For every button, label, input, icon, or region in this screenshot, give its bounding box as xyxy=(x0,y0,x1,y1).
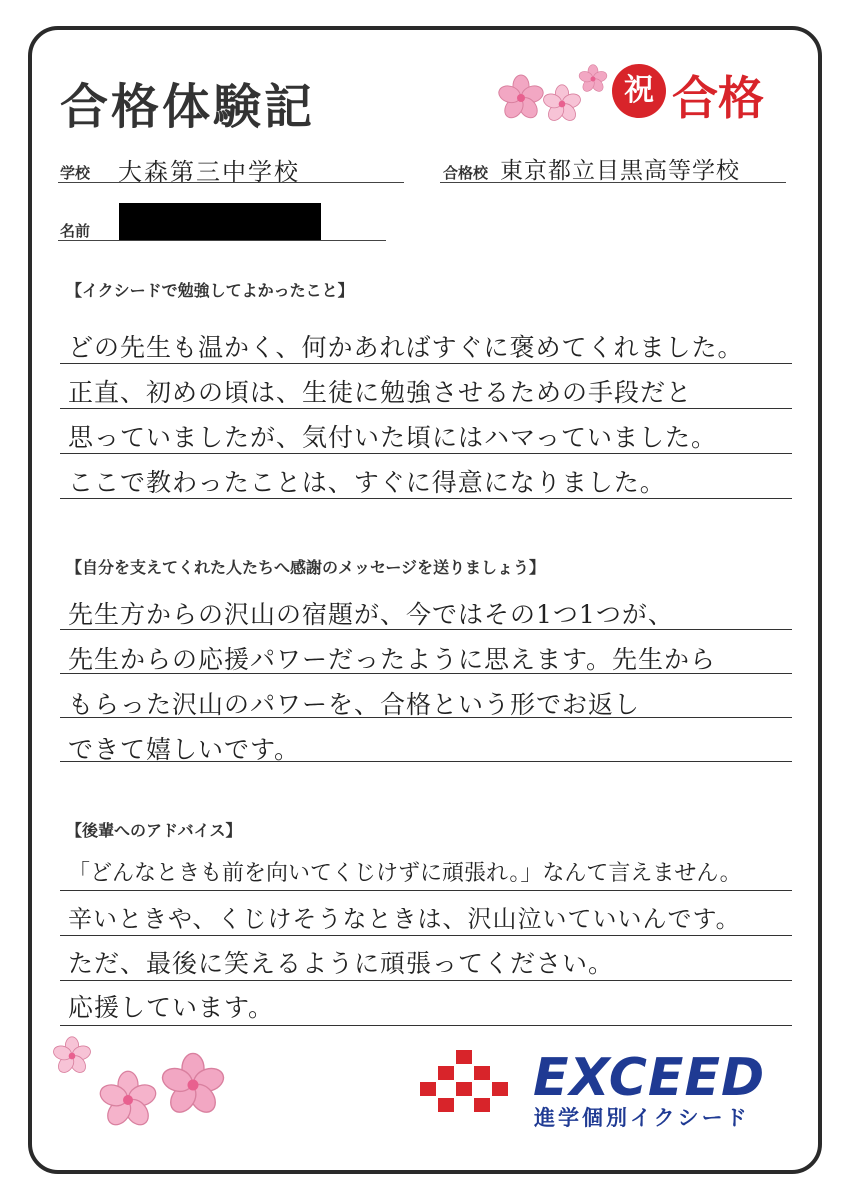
ruled-line xyxy=(60,673,792,674)
thanks-line: 先生からの応援パワーだったように思えます。先生から xyxy=(68,645,717,674)
ruled-line xyxy=(60,980,792,981)
advice-line: 「どんなときも前を向いてくじけずに頑張れ。」なんて言えません。 xyxy=(68,861,742,886)
good-points-line: 正直、初めの頃は、生徒に勉強させるための手段だと xyxy=(68,378,693,407)
advice-line: 辛いときや、くじけそうなときは、沢山泣いていいんです。 xyxy=(68,905,741,933)
ruled-line xyxy=(60,363,792,364)
page-title: 合格体験記 xyxy=(60,79,316,135)
section-heading-good-points: 【イクシードで勉強してよかったこと】 xyxy=(66,281,354,300)
ruled-line xyxy=(60,761,792,762)
passed-school-underline xyxy=(440,182,786,183)
good-points-line: どの先生も温かく、何かあればすぐに褒めてくれました。 xyxy=(68,333,744,362)
school-label: 学校 xyxy=(60,164,91,182)
school-value: 大森第三中学校 xyxy=(118,158,300,186)
cherry-blossom-icon xyxy=(98,1070,158,1130)
thanks-line: できて嬉しいです。 xyxy=(68,735,301,764)
cherry-blossom-icon xyxy=(52,1036,92,1076)
good-points-line: 思っていましたが、気付いた頃にはハマっていました。 xyxy=(68,423,718,452)
ruled-line xyxy=(60,408,792,409)
advice-line: ただ、最後に笑えるように頑張ってください。 xyxy=(68,949,615,978)
thanks-line: もらった沢山のパワーを、合格という形でお返し xyxy=(68,690,641,719)
name-underline xyxy=(58,240,386,241)
name-label: 名前 xyxy=(60,222,91,240)
brand-name: EXCEED xyxy=(533,1048,766,1108)
advice-line: 応援しています。 xyxy=(68,993,275,1022)
ruled-line xyxy=(60,717,792,718)
ruled-line xyxy=(60,453,792,454)
ruled-line xyxy=(60,890,792,891)
brand-subtitle: 進学個別イクシード xyxy=(534,1106,750,1130)
celebration-seal: 祝 xyxy=(612,64,666,118)
passed-school-label: 合格校 xyxy=(443,164,489,182)
ruled-line xyxy=(60,935,792,936)
ruled-line xyxy=(60,629,792,630)
badge-label: 合格 xyxy=(672,71,764,125)
good-points-line: ここで教わったことは、すぐに得意になりました。 xyxy=(68,468,666,497)
congrats-badge xyxy=(500,62,800,132)
section-heading-thanks: 【自分を支えてくれた人たちへ感謝のメッセージを送りましょう】 xyxy=(66,558,546,577)
cherry-blossom-icon xyxy=(160,1052,226,1118)
ruled-line xyxy=(60,498,792,499)
section-heading-advice: 【後輩へのアドバイス】 xyxy=(66,821,242,840)
exceed-logo-icon xyxy=(418,1048,512,1114)
ruled-line xyxy=(60,1025,792,1026)
school-underline xyxy=(58,182,404,183)
thanks-line: 先生方からの沢山の宿題が、今ではその1つ1つが、 xyxy=(68,600,674,629)
redacted-name xyxy=(119,203,321,241)
passed-school-value: 東京都立目黒高等学校 xyxy=(500,158,740,184)
